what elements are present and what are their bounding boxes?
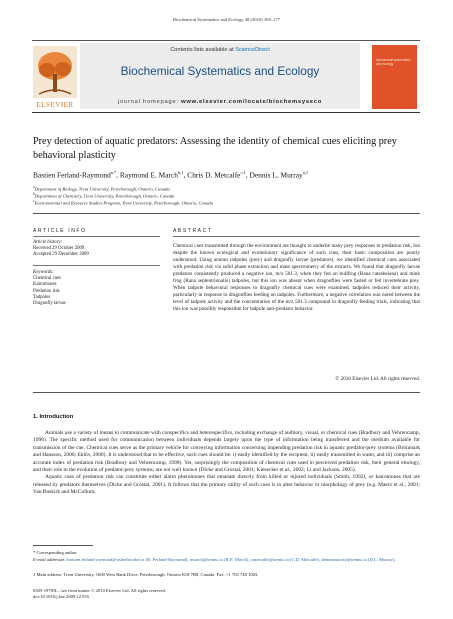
author-marks: b,1 [177, 170, 184, 175]
accepted-date: Accepted 29 December 2009 [33, 252, 89, 258]
front-matter-info [33, 588, 333, 600]
keyword: Dragonfly larvae [33, 301, 66, 307]
address-note: 1 Main address: Trent University, 1600 West Bank Drive, Peterborough, Ontario K9J 7B8, Canada. Fax: +1 705 748 1003. [33, 572, 259, 577]
author-list: Bastien Ferland-Raymond$^{a,*}$, Raymond E. March$^{b,1}$, Chris D. Metcalfe$^{c,1}$, Dennis L. Murray$^{a,1}$ [33, 170, 309, 180]
abstract-heading: ABSTRACT [173, 228, 213, 234]
article-info-heading: ARTICLE INFO [33, 228, 87, 234]
article-title: Prey detection of aquatic predators: Assessing the identity of chemical cues eliciting prey behavioral plasticity [33, 136, 397, 161]
masthead-top-rule [32, 40, 420, 41]
author-name[interactable]: Chris D. Metcalfe [187, 170, 241, 180]
email-label: E-mail addresses: [33, 557, 68, 562]
author-marks: c,1 [240, 170, 246, 175]
section-heading: 1. Introduction [33, 414, 74, 420]
author-name[interactable]: Bastien Ferland-Raymond [33, 170, 111, 180]
contents-line [80, 47, 360, 53]
keyword: Kairomones [33, 282, 57, 288]
journal-cover-image [372, 45, 417, 109]
homepage-label: journal homepage: [117, 99, 182, 105]
corresponding-author-note: * Corresponding author. [33, 550, 78, 555]
affiliation: $^a$Department of Biology, Trent University, Peterborough, Ontario, Canada [33, 185, 170, 192]
journal-cover-text: biochemical systematics and ecology [376, 58, 411, 66]
keywords-label: Keywords: [33, 270, 54, 275]
intro-paragraph: Aquatic cues of predation risk can constitute either alarm pheromones that emanate directly from killed or injured individuals (Smith, 1992), or kairomones that are released by predators themselves (Dicke and Grostal, 2001). It follows that the primary utility of such cues is to alter behavior or morphology of prey (e.g. Maerz et al., 2001; Van Buskirk and McCollum, [33, 474, 420, 496]
publisher-wordmark: ELSEVIER [36, 101, 74, 109]
author-name[interactable]: Dennis L. Murray [249, 170, 303, 180]
keyword: Chemical cues [33, 276, 62, 282]
abstract-text: Chemical cues transmitted through the environment are thought to underlie many prey responses to predation risk, but despite the known ecological and evolutionary significance of such cues, their basic composition are poorly understood. Using anuran tadpoles (prey) and dragonfly larvae (predators), we identified chemical cues associated with predation risk via solid phase extraction and mass spectrometry of the extracts. We found that dragonfly larvae predators consistently produced a negative ion, m/z 501.3, when they fed on bullfrog (Rana catesbeiana) and mink frog (Rana septentrionalis) tadpoles, but this ion was absent when dragonflies were fasted or fed invertebrate prey. When tadpole behavioral responses to dragonfly chemical cues were examined, tadpoles reduced their activity, particularly in response to dragonflies feeding on tadpoles. Furthermore, a negative correlation was noted between the level of tadpole activity and the concentration of the m/z 501.3 compound in dragonfly feeding trials, indicating that this ion was possibly responsible for tadpole anti-predator behavior. [173, 243, 420, 313]
article-history [33, 240, 160, 259]
journal-homepage [80, 99, 360, 105]
keyword: Predation risk [33, 288, 60, 294]
affiliation: $^c$Environmental and Resource Studies Program, Trent University, Peterborough, Ontario, Canada [33, 199, 214, 206]
history-label: Article history: [33, 240, 63, 245]
author-marks: a,* [110, 170, 117, 175]
issn-line: 0305-1978/$ – see front matter © 2010 Elsevier Ltd. All rights reserved. [33, 588, 166, 593]
keyword: Tadpoles [33, 294, 51, 300]
section-divider [33, 213, 420, 214]
section-divider [33, 392, 420, 393]
email-note [33, 557, 420, 563]
author-name[interactable]: Raymond E. March [119, 170, 178, 180]
abstract-copyright: © 2010 Elsevier Ltd. All rights reserved. [335, 376, 420, 382]
abstract-rule [173, 236, 420, 237]
keywords-rule [33, 265, 160, 266]
sciencedirect-link[interactable]: ScienceDirect [235, 47, 270, 53]
footnote-rule [33, 545, 93, 546]
homepage-url-link[interactable]: www.elsevier.com/locate/biochemsyseco [181, 99, 323, 105]
author-marks: a,1 [302, 170, 309, 175]
doi-line[interactable]: doi:10.1016/j.bse.2009.12.035 [33, 594, 90, 599]
contents-prefix: Contents lists available at [170, 47, 236, 53]
affiliation: $^b$Department of Chemistry, Trent University, Peterborough, Ontario, Canada [33, 192, 175, 199]
intro-body [33, 430, 420, 497]
intro-paragraph: Animals use a variety of means to communicate with conspecifics and heterospecifics, including exchange of auditory, visual, or chemical cues (Bradbury and Vehrencamp, 1998). The specific method used for communication between individuals depends largely upon the type of information being transferred and the medium available for transmission of the cue. Chemical cues serve as the primary vehicle for conveying information concerning impending predation risk in aquatic predator-prey systems (Brönmark and Hansson, 2000; Eklöv, 2000). It is understood that to be effective, such cues should be: i) easily identified by the recipient, ii) easily transmitted in water, and iii) comprise an accurate index of predation risk (Bradbury and Vehrencamp, 1998). Yet, surprisingly the composition of chemical cues used in perceived predation risk, their general etiology, and their role in the evolution of predator-prey systems, are not well known (Dicke and Grostal, 2001; Kiesecker et al., 2002; Li and Jackson, 2005). [33, 430, 420, 474]
email-addresses[interactable]: bastien.ferland-raymond@usherbrooke.ca (B. Ferland-Raymond), rmarch@trentu.ca (R.E. March), cmetcalfe@trentu.ca (C.D. Metcalfe), dennismurray@trentu.ca (D.L. Murray). [67, 557, 396, 562]
elsevier-tree-logo-icon [33, 46, 77, 108]
journal-title: Biochemical Systematics and Ecology [120, 64, 320, 78]
article-info-rule [33, 236, 160, 237]
keywords-block [33, 270, 160, 307]
running-header: Biochemical Systematics and Ecology 38 (2010) 169–177 [173, 17, 280, 22]
received-date: Received 29 October 2009 [33, 246, 85, 252]
masthead-bottom-rule [32, 112, 420, 113]
